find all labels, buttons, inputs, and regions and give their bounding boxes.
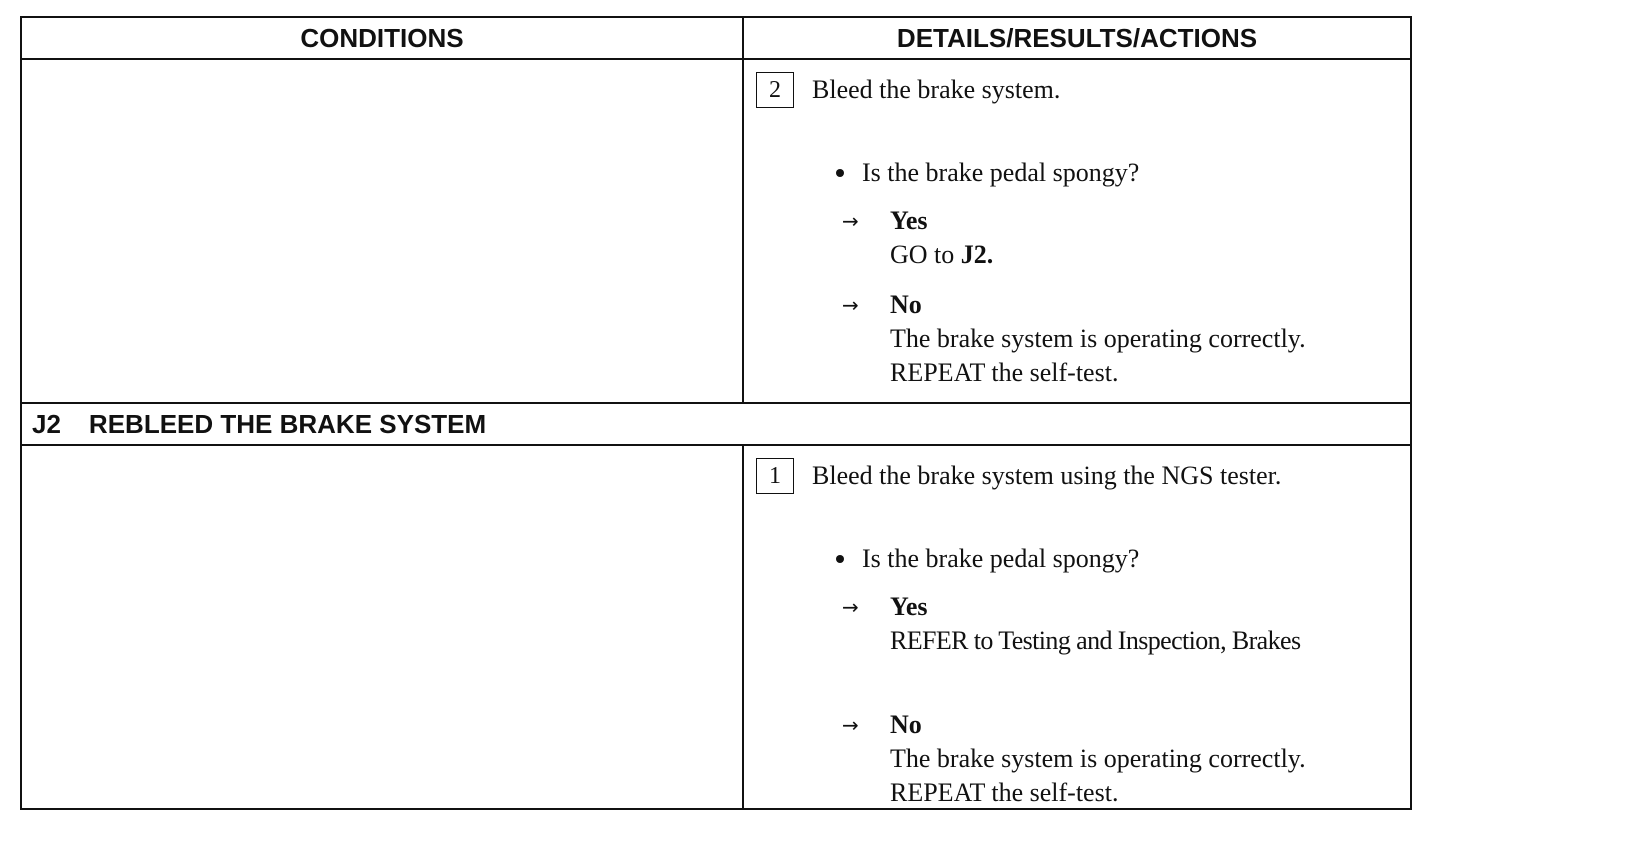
details-header bbox=[744, 18, 1410, 60]
question-text: Is the brake pedal spongy? bbox=[862, 544, 1140, 573]
step-1 bbox=[756, 458, 1281, 494]
no-action bbox=[890, 742, 1306, 810]
question-line bbox=[836, 156, 1139, 190]
conditions-header bbox=[22, 18, 744, 60]
no-label: No bbox=[890, 290, 922, 319]
step-number: 1 bbox=[769, 463, 781, 489]
diagnostic-table bbox=[20, 16, 1412, 810]
right-arrow-icon: → bbox=[842, 595, 859, 619]
conditions-header-label: CONDITIONS bbox=[300, 22, 464, 53]
yes-action-prefix: GO to bbox=[890, 240, 961, 269]
details-cell-1 bbox=[744, 60, 1410, 404]
bullet-icon bbox=[836, 555, 844, 563]
step-number: 2 bbox=[769, 77, 781, 103]
section-title: REBLEED THE BRAKE SYSTEM bbox=[88, 408, 487, 439]
yes-action bbox=[890, 238, 993, 272]
right-arrow-icon: → bbox=[842, 293, 859, 317]
details-cell-2 bbox=[744, 446, 1410, 808]
right-arrow-icon: → bbox=[842, 209, 859, 233]
question-text: Is the brake pedal spongy? bbox=[862, 158, 1140, 187]
step-number-box bbox=[756, 458, 794, 494]
step-number-box bbox=[756, 72, 794, 108]
step-text: Bleed the brake system. bbox=[812, 75, 1061, 104]
yes-action-ref: J2. bbox=[960, 240, 994, 269]
no-action-line-2: REPEAT the self-test. bbox=[890, 778, 1119, 807]
conditions-cell-1 bbox=[22, 60, 744, 404]
yes-action-text: REFER to Testing and Inspection, Brakes bbox=[890, 626, 1301, 655]
section-title-row bbox=[22, 404, 1410, 446]
yes-label: Yes bbox=[890, 592, 928, 621]
yes-action bbox=[890, 624, 1300, 658]
conditions-cell-2 bbox=[22, 446, 744, 808]
no-action bbox=[890, 322, 1306, 390]
no-action-line-1: The brake system is operating correctly. bbox=[890, 744, 1306, 773]
details-header-label: DETAILS/RESULTS/ACTIONS bbox=[896, 22, 1258, 53]
step-2 bbox=[756, 72, 1060, 108]
yes-label: Yes bbox=[890, 206, 928, 235]
right-arrow-icon: → bbox=[842, 713, 859, 737]
step-text: Bleed the brake system using the NGS tester. bbox=[812, 461, 1282, 490]
no-action-line-1: The brake system is operating correctly. bbox=[890, 324, 1306, 353]
no-label: No bbox=[890, 710, 922, 739]
no-action-line-2: REPEAT the self-test. bbox=[890, 358, 1119, 387]
section-code: J2 bbox=[32, 408, 61, 439]
bullet-icon bbox=[836, 169, 844, 177]
question-line bbox=[836, 542, 1139, 576]
